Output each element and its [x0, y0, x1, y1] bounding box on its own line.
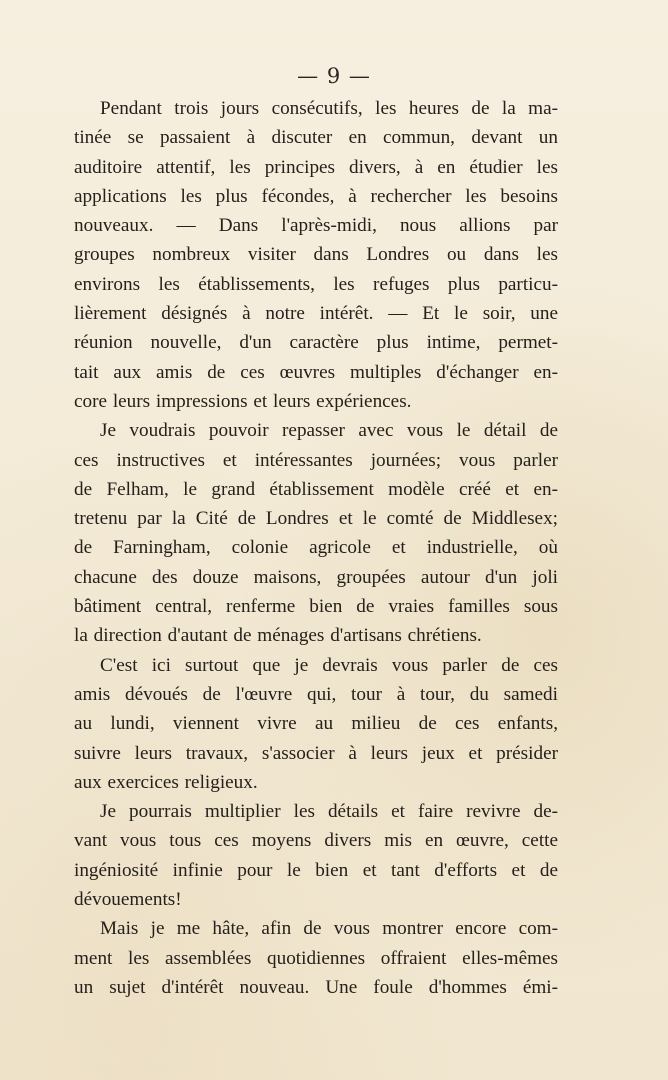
text-line: Je pourrais multiplier les détails et faire revivre de-: [100, 801, 558, 823]
text-line: groupes nombreux visiter dans Londres ou dans les: [74, 244, 558, 266]
text-line: chacune des douze maisons, groupées autour d'un joli: [74, 566, 558, 588]
text-line: tinée se passaient à discuter en commun, devant un: [74, 127, 558, 149]
text-line: Mais je me hâte, afin de vous montrer encore com-: [100, 918, 558, 940]
text-line: réunion nouvelle, d'un caractère plus intime, permet-: [74, 332, 558, 354]
text-line: nouveaux. — Dans l'après-midi, nous allions par: [74, 215, 558, 237]
text-line: de Felham, le grand établissement modèle créé et en-: [74, 478, 558, 500]
text-line: applications les plus fécondes, à rechercher les besoins: [74, 185, 558, 207]
text-line: C'est ici surtout que je devrais vous parler de ces: [100, 654, 558, 676]
text-line: vant vous tous ces moyens divers mis en œuvre, cette: [74, 830, 558, 852]
text-line: environs les établissements, les refuges plus particu-: [74, 273, 558, 295]
text-line: suivre leurs travaux, s'associer à leurs jeux et présider: [74, 742, 558, 764]
text-line: Je voudrais pouvoir repasser avec vous le détail de: [100, 420, 558, 442]
text-line: core leurs impressions et leurs expériences.: [74, 390, 412, 412]
text-line: auditoire attentif, les principes divers, à en étudier les: [74, 156, 558, 178]
text-line: de Farningham, colonie agricole et industrielle, où: [74, 537, 558, 559]
text-line: dévouements!: [74, 889, 182, 911]
text-line: tait aux amis de ces œuvres multiples d'échanger en-: [74, 361, 558, 383]
text-line: lièrement désignés à notre intérêt. — Et le soir, une: [74, 303, 558, 325]
text-line: ces instructives et intéressantes journées; vous parler: [74, 449, 558, 471]
page-number: — 9 —: [297, 64, 371, 88]
text-line: bâtiment central, renferme bien de vraies familles sous: [74, 596, 558, 618]
text-line: ingéniosité infinie pour le bien et tant d'efforts et de: [74, 859, 558, 881]
text-line: la direction d'autant de ménages d'artisans chrétiens.: [74, 625, 482, 647]
body-text: [74, 94, 558, 1002]
text-line: au lundi, viennent vivre au milieu de ces enfants,: [74, 713, 558, 735]
text-line: un sujet d'intérêt nouveau. Une foule d'hommes émi-: [74, 976, 558, 998]
text-line: Pendant trois jours consécutifs, les heures de la ma-: [100, 98, 558, 119]
text-line: aux exercices religieux.: [74, 771, 258, 793]
text-line: ment les assemblées quotidiennes offraient elles-mêmes: [74, 947, 558, 969]
text-line: tretenu par la Cité de Londres et le comté de Middlesex;: [74, 508, 558, 530]
text-line: amis dévoués de l'œuvre qui, tour à tour, du samedi: [74, 683, 558, 705]
